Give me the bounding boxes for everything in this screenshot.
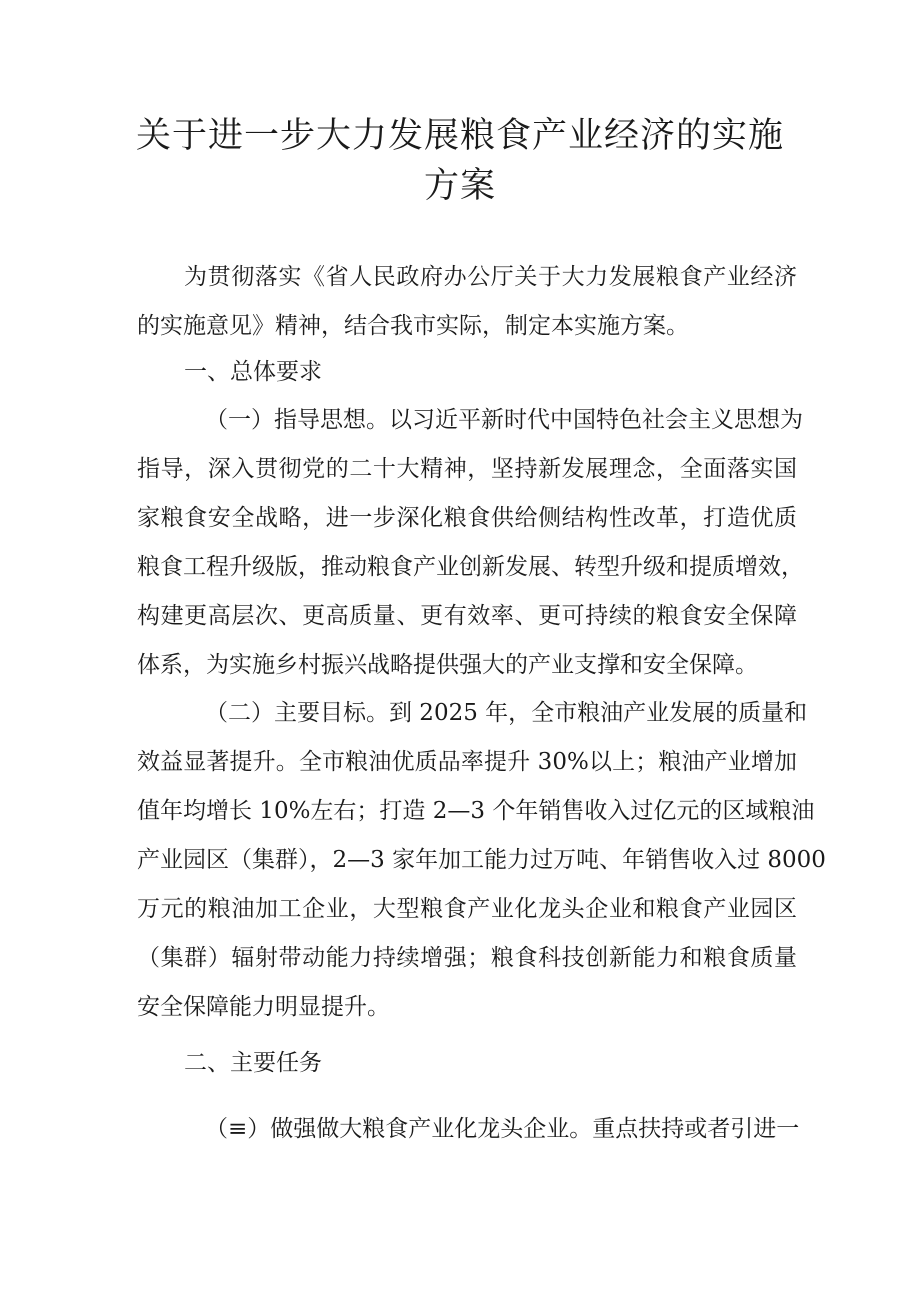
para-1-line-1: （一）指导思想。以习近平新时代中国特色社会主义思想为 bbox=[205, 407, 803, 433]
para-2-line-2: 效益显著提升。全市粮油优质品率提升 30%以上；粮油产业增加 bbox=[137, 749, 797, 775]
intro-line-1: 为贯彻落实《省人民政府办公厅关于大力发展粮食产业经济 bbox=[184, 264, 797, 290]
para-2-line-3: 值年均增长 10%左右；打造 2—3 个年销售收入过亿元的区域粮油 bbox=[137, 798, 815, 824]
document-title-line-2: 方案 bbox=[423, 166, 496, 206]
para-2-line-7: 安全保障能力明显提升。 bbox=[137, 994, 390, 1020]
para-1-line-2: 指导，深入贯彻党的二十大精神，坚持新发展理念，全面落实国 bbox=[137, 456, 797, 482]
intro-line-2: 的实施意见》精神，结合我市实际，制定本实施方案。 bbox=[137, 313, 689, 339]
para-3-line-1: （≡）做强做大粮食产业化龙头企业。重点扶持或者引进一 bbox=[205, 1116, 800, 1142]
para-1-line-6: 体系，为实施乡村振兴战略提供强大的产业支撑和安全保障。 bbox=[137, 652, 758, 678]
para-1-line-5: 构建更高层次、更高质量、更有效率、更可持续的粮食安全保障 bbox=[137, 603, 797, 629]
para-1-line-4: 粮食工程升级版，推动粮食产业创新发展、转型升级和提质增效， bbox=[137, 554, 804, 580]
para-2-line-1: （二）主要目标。到 2025 年，全市粮油产业发展的质量和 bbox=[205, 700, 808, 726]
para-2-line-4: 产业园区（集群），2—3 家年加工能力过万吨、年销售收入过 8000 bbox=[137, 847, 826, 873]
section-2-heading: 二、主要任务 bbox=[184, 1050, 322, 1076]
para-2-line-5: 万元的粮油加工企业，大型粮食产业化龙头企业和粮食产业园区 bbox=[137, 896, 797, 922]
section-1-heading: 一、总体要求 bbox=[184, 359, 322, 385]
para-1-line-3: 家粮食安全战略，进一步深化粮食供给侧结构性改革，打造优质 bbox=[137, 505, 797, 531]
document-title-line-1: 关于进一步大力发展粮食产业经济的实施 bbox=[135, 116, 784, 156]
para-2-line-6: （集群）辐射带动能力持续增强；粮食科技创新能力和粮食质量 bbox=[137, 945, 797, 971]
